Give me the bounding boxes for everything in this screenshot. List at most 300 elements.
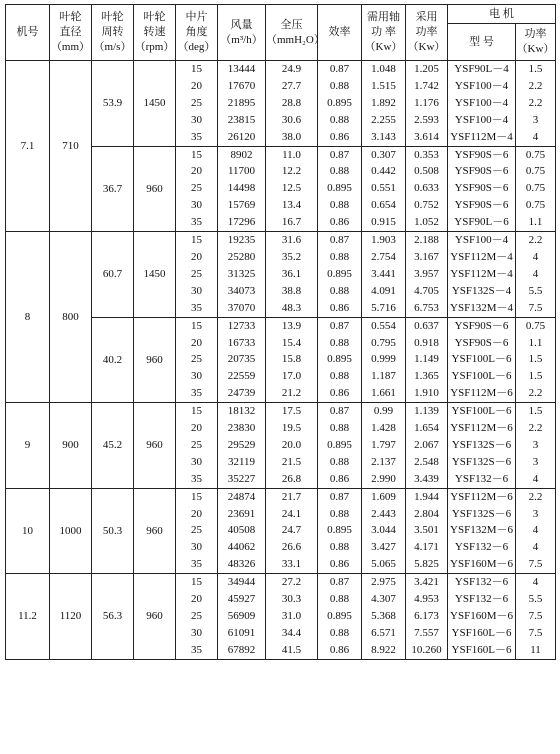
cell-value: 0.554 [371,319,396,332]
cell-value: 5.368 [371,610,396,622]
cell-value: 11.0 [282,148,301,161]
cell-value: 15 [191,576,202,589]
efficiency-cell [318,146,362,232]
cell-value: 37070 [227,301,256,314]
cell-value: YSF90S－6 [454,182,509,195]
cell-value: YSF100L－6 [451,405,512,418]
cell-value: 26120 [227,130,256,143]
cell-value: 3 [532,455,539,468]
cell-value: 0.88 [329,79,350,92]
cell-value: 3.167 [414,250,439,263]
cell-value: YSF132－6 [454,576,509,589]
cell-value: 0.895 [327,353,352,366]
cell-value: 2.990 [371,472,396,485]
cell-value: 0.551 [371,182,396,195]
cell-value: 13.4 [281,199,302,212]
motor-power-cell [516,232,556,318]
cell-value: 0.86 [329,301,350,314]
cell-value: 14498 [227,182,256,195]
cell-value: 2.2 [528,422,543,435]
cell-value: 3.044 [371,524,396,537]
cell-value: 2.754 [371,250,396,263]
cell-value: 2.975 [371,576,396,589]
blade-angle-cell [176,232,218,318]
tip-speed-cell: 53.9 [92,61,134,147]
cell-value: 4 [532,267,539,280]
header-efficiency: 效率 [318,5,362,61]
cell-value: 7.557 [414,626,439,639]
cell-value: 7.5 [528,301,543,314]
model-cell: 10 [6,488,50,574]
cell-value: 6.753 [414,301,439,314]
fan-spec-table [5,4,556,660]
pressure-cell [266,317,318,403]
motor-power-cell [516,146,556,232]
cell-value: 1.149 [414,353,439,366]
used-power-cell [406,146,448,232]
cell-value: 17.0 [281,370,302,383]
shaft-power-cell [362,574,406,660]
table-row [6,403,556,489]
cell-value: 35 [191,643,202,656]
cell-value: 17296 [227,216,256,229]
cell-value: 13.9 [281,319,302,332]
cell-value: 0.88 [329,626,350,639]
cell-value: 21.2 [281,387,302,400]
tip-speed-cell: 45.2 [92,403,134,489]
cell-value: 7.5 [528,558,543,571]
cell-value: 35227 [227,472,256,485]
cell-value: 0.637 [414,319,439,332]
cell-value: 3 [532,507,539,520]
motor-power-cell [516,403,556,489]
cell-value: 2.2 [528,79,543,92]
cell-value: 17.5 [281,405,302,418]
cell-value: 0.918 [414,336,439,349]
cell-value: 1.048 [371,63,396,75]
cell-value: 25 [191,610,202,622]
cell-value: 21.7 [281,490,302,503]
used-power-cell [406,574,448,660]
shaft-power-cell [362,146,406,232]
cell-value: YSF90L－4 [454,63,509,75]
cell-value: YSF112M－4 [450,130,513,143]
impeller-diameter-cell: 1120 [50,574,92,660]
cell-value: 0.88 [329,284,350,297]
cell-value: 33.1 [281,558,302,571]
cell-value: 21.5 [281,455,302,468]
cell-value: 24.7 [281,524,302,537]
motor-power-cell [516,61,556,147]
cell-value: 35 [191,472,202,485]
rotation-speed-cell: 960 [134,146,176,232]
cell-value: YSF100－4 [454,234,509,247]
cell-value: 0.86 [329,216,350,229]
efficiency-cell [318,317,362,403]
cell-value: 20735 [227,353,256,366]
cell-value: 32119 [227,455,256,468]
cell-value: 0.88 [329,370,350,383]
tip-speed-cell: 36.7 [92,146,134,232]
motor-power-cell [516,488,556,574]
rotation-speed-cell: 960 [134,488,176,574]
cell-value: 2.2 [528,234,543,247]
cell-value: 0.442 [371,165,396,178]
cell-value: 35 [191,558,202,571]
shaft-power-cell [362,488,406,574]
cell-value: 1.205 [414,63,439,75]
airflow-cell [218,488,266,574]
used-power-cell [406,488,448,574]
cell-value: 0.895 [327,610,352,622]
cell-value: 24874 [227,490,256,503]
cell-value: 0.86 [329,643,350,656]
cell-value: 15 [191,148,202,161]
cell-value: 0.795 [371,336,396,349]
cell-value: 20 [191,593,202,606]
header-total-pressure: 全压 （mmH₂O） [266,5,318,61]
cell-value: 34944 [227,576,256,589]
cell-value: 31.6 [281,234,302,247]
cell-value: 0.353 [414,148,439,161]
cell-value: YSF132－6 [454,593,509,606]
cell-value: 2.804 [414,507,439,520]
cell-value: 0.307 [371,148,396,161]
motor-type-cell [448,574,516,660]
table-row [6,232,556,318]
cell-value: YSF100L－6 [451,353,512,366]
header-blade-angle: 中片 角度 （deg） [176,5,218,61]
motor-type-cell [448,232,516,318]
rotation-speed-cell: 1450 [134,232,176,318]
cell-value: 2.548 [414,455,439,468]
cell-value: 7.5 [528,610,543,622]
cell-value: 25 [191,438,202,451]
cell-value: 0.88 [329,165,350,178]
rotation-speed-cell: 960 [134,317,176,403]
cell-value: YSF90S－6 [454,165,509,178]
cell-value: 0.88 [329,250,350,263]
cell-value: 15 [191,234,202,247]
cell-value: 40508 [227,524,256,537]
pressure-cell [266,574,318,660]
cell-value: 3.427 [371,541,396,554]
pressure-cell [266,232,318,318]
cell-value: 24.9 [281,63,302,75]
header-used-power: 采用 功率 （Kw） [406,5,448,61]
cell-value: YSF160M－6 [450,558,513,571]
cell-value: 3.143 [371,130,396,143]
cell-value: 1.515 [371,79,396,92]
cell-value: 0.88 [329,507,350,520]
cell-value: 30 [191,113,202,126]
cell-value: 35.2 [281,250,302,263]
cell-value: 4 [532,250,539,263]
cell-value: 30 [191,626,202,639]
blade-angle-cell [176,61,218,147]
cell-value: 1.5 [528,353,543,366]
pressure-cell [266,488,318,574]
pressure-cell [266,61,318,147]
cell-value: 19235 [227,234,256,247]
cell-value: YSF132－6 [454,541,509,554]
cell-value: 8902 [230,148,253,161]
motor-type-cell [448,403,516,489]
cell-value: YSF112M－6 [450,387,513,400]
cell-value: 22559 [227,370,256,383]
cell-value: 0.75 [525,319,546,332]
cell-value: 1.187 [371,370,396,383]
cell-value: 25 [191,96,202,109]
cell-value: 13444 [227,63,256,75]
cell-value: 44062 [227,541,256,554]
cell-value: YSF132S－6 [451,438,512,451]
cell-value: 1.903 [371,234,396,247]
tip-speed-cell: 60.7 [92,232,134,318]
cell-value: 20 [191,507,202,520]
cell-value: 34073 [227,284,256,297]
cell-value: 15 [191,319,202,332]
model-cell: 11.2 [6,574,50,660]
cell-value: 1.654 [414,422,439,435]
model-cell: 7.1 [6,61,50,232]
cell-value: 0.88 [329,113,350,126]
impeller-diameter-cell: 900 [50,403,92,489]
header-motor: 电 机 [448,5,556,24]
motor-type-cell [448,317,516,403]
cell-value: YSF112M－4 [450,250,513,263]
cell-value: 4 [532,524,539,537]
cell-value: 30 [191,541,202,554]
cell-value: 24739 [227,387,256,400]
cell-value: 0.88 [329,199,350,212]
cell-value: 0.75 [525,165,546,178]
motor-type-cell [448,488,516,574]
cell-value: 0.86 [329,558,350,571]
cell-value: 15769 [227,199,256,212]
cell-value: 0.633 [414,182,439,195]
cell-value: 30 [191,284,202,297]
pressure-cell [266,403,318,489]
cell-value: 0.88 [329,455,350,468]
cell-value: 20 [191,250,202,263]
cell-value: 24.1 [281,507,302,520]
cell-value: 2.188 [414,234,439,247]
cell-value: 20 [191,422,202,435]
tip-speed-cell: 56.3 [92,574,134,660]
cell-value: YSF132S－4 [451,284,512,297]
used-power-cell [406,61,448,147]
cell-value: 0.75 [525,199,546,212]
cell-value: YSF132M－6 [450,524,513,537]
cell-value: 4 [532,541,539,554]
cell-value: 0.88 [329,422,350,435]
cell-value: 0.75 [525,148,546,161]
used-power-cell [406,317,448,403]
cell-value: 41.5 [281,643,302,656]
cell-value: 25 [191,524,202,537]
cell-value: 31325 [227,267,256,280]
cell-value: 4.091 [371,284,396,297]
cell-value: 25 [191,267,202,280]
impeller-diameter-cell: 800 [50,232,92,403]
cell-value: 10.260 [411,643,442,656]
cell-value: YSF112M－6 [450,490,513,503]
efficiency-cell [318,488,362,574]
cell-value: YSF90S－6 [454,199,509,212]
cell-value: 0.88 [329,593,350,606]
cell-value: 0.87 [329,63,350,75]
cell-value: 25280 [227,250,256,263]
table-row [6,574,556,660]
cell-value: 2.2 [528,387,543,400]
efficiency-cell [318,403,362,489]
cell-value: 3.421 [414,576,439,589]
cell-value: 25 [191,182,202,195]
header-motor-power: 功率 （Kw） [516,24,556,61]
cell-value: 0.654 [371,199,396,212]
cell-value: 56909 [227,610,256,622]
spec-table-body [6,61,556,660]
cell-value: 36.1 [281,267,302,280]
motor-power-cell [516,574,556,660]
airflow-cell [218,403,266,489]
cell-value: 11 [530,643,541,656]
cell-value: 0.86 [329,130,350,143]
shaft-power-cell [362,232,406,318]
cell-value: 4 [532,576,539,589]
cell-value: 5.5 [528,284,543,297]
cell-value: 0.895 [327,182,352,195]
cell-value: 2.2 [528,96,543,109]
cell-value: YSF100L－6 [451,370,512,383]
cell-value: 2.443 [371,507,396,520]
cell-value: YSF132－6 [454,472,509,485]
cell-value: 20.0 [281,438,302,451]
cell-value: YSF100－4 [454,79,509,92]
cell-value: YSF132S－6 [451,507,512,520]
cell-value: 3 [532,438,539,451]
cell-value: 1.910 [414,387,439,400]
cell-value: 5.716 [371,301,396,314]
table-row [6,488,556,574]
airflow-cell [218,317,266,403]
cell-value: 30 [191,199,202,212]
cell-value: 0.87 [329,234,350,247]
motor-power-cell [516,317,556,403]
cell-value: YSF90S－6 [454,148,509,161]
cell-value: 27.7 [281,79,302,92]
blade-angle-cell [176,574,218,660]
motor-type-cell [448,146,516,232]
cell-value: 5.065 [371,558,396,571]
cell-value: 0.999 [371,353,396,366]
cell-value: 21895 [227,96,256,109]
cell-value: 4 [532,472,539,485]
cell-value: YSF100－4 [454,113,509,126]
cell-value: 15.4 [281,336,302,349]
cell-value: 25 [191,353,202,366]
shaft-power-cell [362,403,406,489]
cell-value: YSF100－4 [454,96,509,109]
cell-value: 2.593 [414,113,439,126]
rotation-speed-cell: 960 [134,574,176,660]
cell-value: 31.0 [281,610,302,622]
cell-value: 0.99 [373,405,394,418]
cell-value: 2.2 [528,490,543,503]
cell-value: 23815 [227,113,256,126]
cell-value: 30.6 [281,113,302,126]
cell-value: 20 [191,79,202,92]
cell-value: 0.88 [329,336,350,349]
cell-value: 1.139 [414,405,439,418]
cell-value: 0.87 [329,319,350,332]
cell-value: 5.825 [414,558,439,571]
cell-value: 61091 [227,626,256,639]
cell-value: 0.86 [329,387,350,400]
pressure-cell [266,146,318,232]
cell-value: 3.614 [414,130,439,143]
cell-value: 15 [191,63,202,75]
cell-value: 16.7 [281,216,302,229]
impeller-diameter-cell: 1000 [50,488,92,574]
cell-value: 3.439 [414,472,439,485]
airflow-cell [218,574,266,660]
header-tip-speed: 叶轮 周转 （m/s） [92,5,134,61]
cell-value: 0.915 [371,216,396,229]
cell-value: 28.8 [281,96,302,109]
cell-value: 12.5 [281,182,302,195]
cell-value: 4 [532,130,539,143]
cell-value: 12733 [227,319,256,332]
cell-value: 11700 [227,165,256,178]
motor-type-cell [448,61,516,147]
cell-value: 17670 [227,79,256,92]
cell-value: 35 [191,387,202,400]
model-cell: 9 [6,403,50,489]
cell-value: 3.501 [414,524,439,537]
used-power-cell [406,403,448,489]
cell-value: 38.0 [281,130,302,143]
rotation-speed-cell: 1450 [134,61,176,147]
cell-value: 4.705 [414,284,439,297]
cell-value: 34.4 [281,626,302,639]
model-cell: 8 [6,232,50,403]
blade-angle-cell [176,488,218,574]
cell-value: 0.87 [329,148,350,161]
cell-value: 1.428 [371,422,396,435]
cell-value: 23691 [227,507,256,520]
cell-value: 1.052 [414,216,439,229]
cell-value: 48326 [227,558,256,571]
tip-speed-cell: 50.3 [92,488,134,574]
impeller-diameter-cell: 710 [50,61,92,232]
cell-value: 4.953 [414,593,439,606]
cell-value: 1.1 [528,216,543,229]
cell-value: 27.2 [281,576,302,589]
cell-value: 16733 [227,336,256,349]
cell-value: 1.797 [371,438,396,451]
cell-value: 0.87 [329,405,350,418]
cell-value: 26.6 [281,541,302,554]
cell-value: YSF160L－6 [451,643,512,656]
cell-value: 15.8 [281,353,302,366]
cell-value: 48.3 [281,301,302,314]
airflow-cell [218,232,266,318]
cell-value: YSF112M－6 [450,422,513,435]
header-motor-type: 型 号 [448,24,516,61]
cell-value: 1.5 [528,63,543,75]
